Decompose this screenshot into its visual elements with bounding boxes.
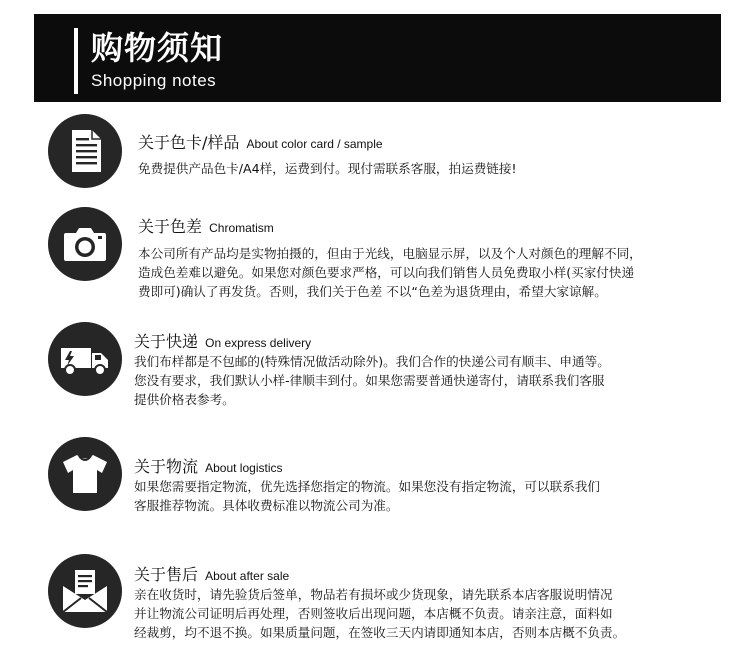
delivery-truck-icon bbox=[48, 322, 122, 396]
section-heading bbox=[134, 564, 289, 587]
section-title-en: About after sale bbox=[205, 569, 290, 583]
section-title-zh: 关于快递 bbox=[134, 332, 199, 351]
body-line: 如果您需要指定物流，优先选择您指定的物流。如果您没有指定物流，可以联系我们 bbox=[134, 479, 600, 494]
envelope-icon bbox=[48, 554, 122, 628]
section-title-zh: 关于物流 bbox=[134, 457, 199, 476]
section-body bbox=[134, 585, 625, 642]
body-line: 亲在收货时，请先验货后签单，物品若有损坏或少货现象，请先联系本店客服说明情况 bbox=[134, 587, 613, 602]
body-line: 本公司所有产品均是实物拍摄的，但由于光线，电脑显示屏，以及个人对颜色的理解不同， bbox=[138, 246, 642, 261]
section-body bbox=[134, 352, 610, 409]
body-line: 免费提供产品色卡/A4样，运费到付。现付需联系客服，拍运费链接! bbox=[138, 161, 517, 176]
section-heading bbox=[134, 331, 311, 354]
page-title: 购物须知 bbox=[91, 29, 224, 67]
section-heading bbox=[134, 456, 282, 479]
section-title-en: Chromatism bbox=[209, 221, 274, 235]
body-line: 费即可)确认了再发货。否则，我们关于色差 不以“色差为退货理由，希望大家谅解。 bbox=[138, 284, 607, 299]
body-line: 我们布样都是不包邮的(特殊情况做活动除外)。我们合作的快递公司有顺丰、申通等。 bbox=[134, 354, 610, 369]
section-title-en: About color card / sample bbox=[246, 137, 383, 151]
body-line: 您没有要求，我们默认小样-律顺丰到付。如果您需要普通快递寄付，请联系我们客服 bbox=[134, 373, 605, 388]
section-title-zh: 关于色卡/样品 bbox=[138, 133, 240, 152]
section-title-en: On express delivery bbox=[205, 336, 312, 350]
body-line: 经裁剪，均不退不换。如果质量问题，在签收三天内请即通知本店，否则本店概不负责。 bbox=[134, 625, 626, 640]
document-icon bbox=[48, 114, 122, 188]
body-line: 提供价格表参考。 bbox=[134, 392, 235, 407]
camera-icon bbox=[48, 207, 122, 281]
section-body bbox=[138, 159, 517, 178]
section-heading bbox=[138, 216, 274, 239]
page-subtitle: Shopping notes bbox=[91, 71, 217, 90]
body-line: 并让物流公司证明后再处理，否则签收后出现问题，本店概不负责。请亲注意，面料如 bbox=[134, 606, 613, 621]
section-title-en: About logistics bbox=[205, 461, 283, 475]
body-line: 客服推荐物流。具体收费标准以物流公司为准。 bbox=[134, 498, 399, 513]
t-shirt-icon bbox=[48, 437, 122, 511]
section-body bbox=[134, 477, 600, 515]
section-title-zh: 关于售后 bbox=[134, 565, 199, 584]
header-accent-bar bbox=[74, 28, 78, 94]
section-heading bbox=[138, 132, 383, 155]
header-banner bbox=[34, 14, 721, 102]
section-title-zh: 关于色差 bbox=[138, 217, 203, 236]
section-body bbox=[138, 244, 642, 301]
body-line: 造成色差难以避免。如果您对颜色要求严格，可以向我们销售人员免费取小样(买家付快递 bbox=[138, 265, 635, 280]
